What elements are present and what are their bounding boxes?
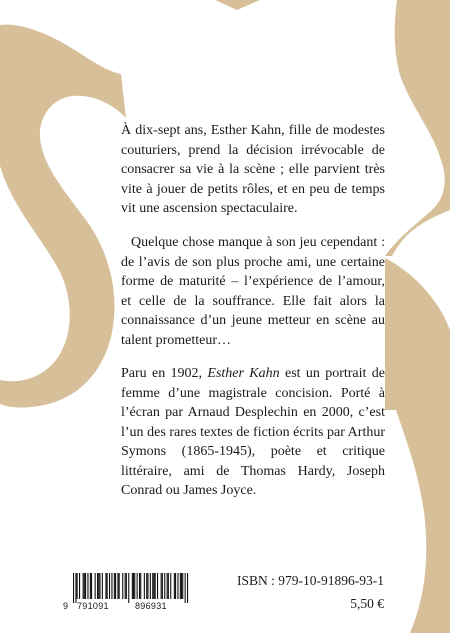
barcode-bar [168,573,169,599]
barcode-digits-left: 791091 [77,601,109,611]
barcode-bar [161,573,162,599]
barcode-bar [153,573,154,599]
price-label: 5,50 € [350,596,384,611]
barcode-bar [152,573,153,599]
barcode-bar [117,573,118,599]
barcode-bar [144,573,145,599]
barcode-bar [77,573,78,599]
barcode-bar [182,573,183,599]
barcode-bar [137,573,138,599]
barcode-bar [146,573,147,599]
barcode-bar [95,573,96,599]
barcode-bar [85,573,86,599]
barcode-bar [162,573,163,599]
barcode-bar [114,573,115,599]
barcode-bar [122,573,123,599]
barcode-bar [111,573,112,599]
barcode-bar [102,573,103,599]
barcode-bars [63,573,193,603]
barcode-bar [157,573,158,599]
paragraph-3-after: est un portrait de femme d’une magistrale concision. Porté à l’écran par Arnaud Desplechin en 2000, c’est l’un des rares textes de fiction écrits par Arthur Symons (1865-1945), poète et critique littéraire, ami de Thomas Hardy, Joseph Conrad ou James Joyce. [121,366,385,498]
barcode-digit-first: 9 [63,601,69,611]
barcode-bar [180,573,181,599]
barcode-bar [83,573,84,599]
barcode-bar [90,573,91,599]
barcode-bar [170,573,171,599]
back-cover-paragraph-3 [121,364,385,501]
barcode-bar [91,573,92,599]
barcode-bar [185,573,186,603]
barcode-bar [181,573,182,599]
back-cover-paragraph-2: Quelque chose manque à son jeu cependant : de l’avis de son plus proche ami, une certaine forme de maturité – l’expérience de l’amour, et celle de la souffrance. Elle fait alors la connaissance d’un jeune metteur en scène au talent prometteur… [121,235,385,348]
paragraph-3-before: Paru en 1902, [121,366,208,381]
barcode-bar [164,573,165,599]
barcode-bar [175,573,176,599]
barcode-bar [119,573,120,599]
barcode-bar [79,573,80,599]
barcode-bar [107,573,108,599]
book-title-italic: Esther Kahn [207,366,280,381]
barcode-bar [109,573,110,599]
barcode-bar [147,573,148,599]
barcode-bar [75,573,76,603]
isbn-label: ISBN : 979-10-91896-93-1 [237,573,384,588]
barcode-bar [177,573,178,599]
barcode-bar [187,573,188,603]
barcode-bar [84,573,85,599]
barcode-bar [134,573,135,599]
barcode-bar [132,573,133,599]
barcode-bar [97,573,98,599]
barcode-bar [133,573,134,599]
barcode-bar [98,573,99,599]
barcode-bar [155,573,156,599]
barcode-bar [150,573,151,599]
barcode-bar [167,573,168,599]
barcode-bar [126,573,127,599]
barcode-bar [139,573,140,599]
barcode-bar [73,573,74,603]
barcode-bar [128,573,129,603]
barcode-bar [140,573,141,599]
barcode-bar [115,573,116,599]
barcode-bar [105,573,106,599]
barcode-digits-right: 896931 [135,601,167,611]
barcode-bar [99,573,100,599]
back-cover-paragraph-1: À dix-sept ans, Esther Kahn, fille de modestes couturiers, prend la décision irrévocable de consacrer sa vie à la scène ; elle parvient très vite à jouer de petits rôles, et en peu de temps vit une ascension spectaculaire. [121,123,385,216]
barcode-bar [174,573,175,599]
barcode [63,573,193,615]
barcode-bar [125,573,126,599]
barcode-bar [87,573,88,599]
